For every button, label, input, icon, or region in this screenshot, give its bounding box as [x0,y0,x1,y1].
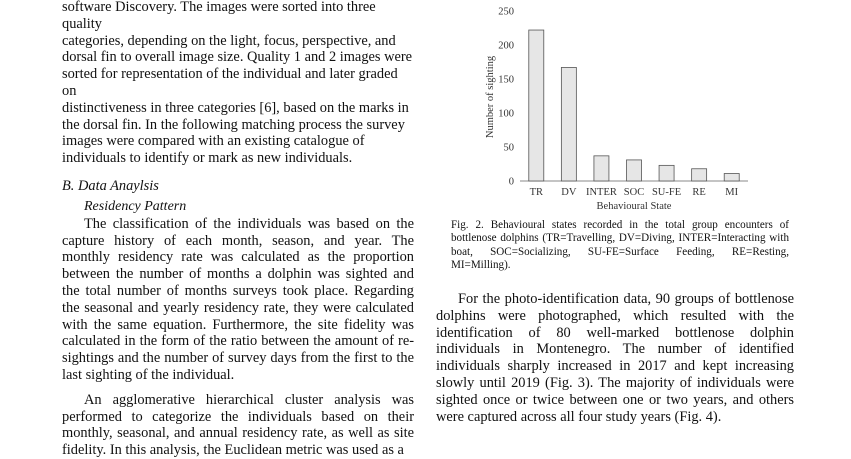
x-axis [530,187,739,198]
y-tick-label: 150 [498,74,514,86]
x-tick-label: RE [692,187,706,198]
section-heading: B. Data Anaylsis [62,177,159,194]
bar-re [692,169,707,181]
right-column [436,291,794,425]
bar-mi [724,174,739,181]
y-tick-label: 100 [498,108,514,120]
behaviour-bar-chart [478,0,778,214]
bar-su-fe [659,165,674,181]
methods-paragraph [62,0,414,167]
results-paragraph: For the photo-identification data, 90 groups of bottlenose dolphins were photographed, which resulted with the identification of 80 well-marked bottlenose dolphin individuals in Montenegro. The number of identified individuals sharply increased in 2017 and kept increasing slowly until 2019 (Fig. 3). The majority of individuals were sighted once or twice between one or two years, and others were captured across all four study years (Fig. 4). [436,291,794,425]
text-line: distinctiveness in three categories [6], based on the marks in [62,99,409,116]
bar-inter [594,156,609,181]
cluster-paragraph: An agglomerative hierarchical cluster analysis was performed to categorize the individuals based on their monthly, seasonal, and annual residency rate, as well as site fidelity. In this analysis, the Euclidean metric was used as a [62,391,414,459]
subsection-heading: Residency Pattern [84,198,187,214]
x-tick-label: SU-FE [651,187,682,198]
y-axis-label: Number of sighting [485,55,496,139]
x-tick-label: DV [561,187,577,198]
bar-tr [529,30,544,181]
bar-series [529,30,739,181]
x-tick-label: MI [725,187,739,198]
x-tick-label: INTER [585,187,617,198]
y-tick-label: 50 [503,142,514,154]
text-line: images were compared with an existing catalogue of [62,133,365,150]
bar-soc [627,160,642,181]
x-tick-label: SOC [623,187,645,198]
x-axis-label: Behavioural State [596,201,672,212]
text-line: sorted for representation of the individual and later graded on [62,66,398,99]
text-line: dorsal fin to overall image size. Quality 1 and 2 images were [62,49,413,66]
text-line: individuals to identify or mark as new individuals. [62,150,353,167]
y-tick-label: 0 [508,176,514,188]
figure-caption: Fig. 2. Behavioural states recorded in the total group encounters of bottlenose dolphins (TR=Travelling, DV=Diving, INTER=Interacting with boat, SOC=Socializing, SU-FE=Surface Feeding, RE=Resting, MI=Milling). [451,219,789,272]
y-tick-label: 250 [498,6,514,18]
y-tick-label: 200 [498,40,514,52]
text-line: the dorsal fin. In the following matching process the survey [62,116,405,133]
left-column [62,0,414,459]
x-tick-label: TR [529,187,543,198]
bar-dv [561,67,576,181]
text-line: categories, depending on the light, focus, perspective, and [62,32,396,49]
text-line: software Discovery. The images were sorted into three quality [62,0,376,32]
residency-paragraph: The classification of the individuals was based on the capture history of each month, season, and year. The monthly residency rate was calculated as the proportion between the number of months a dolphin was sighted and the total number of months surveys took place. Regarding the seasonal and yearly residency rate, they were calculated with the same equation. Furthermore, the site fidelity was calculated in the form of the ratio between the amount of re-sightings and the number of survey days from the first to the last sighting of the individual. [62,215,414,383]
